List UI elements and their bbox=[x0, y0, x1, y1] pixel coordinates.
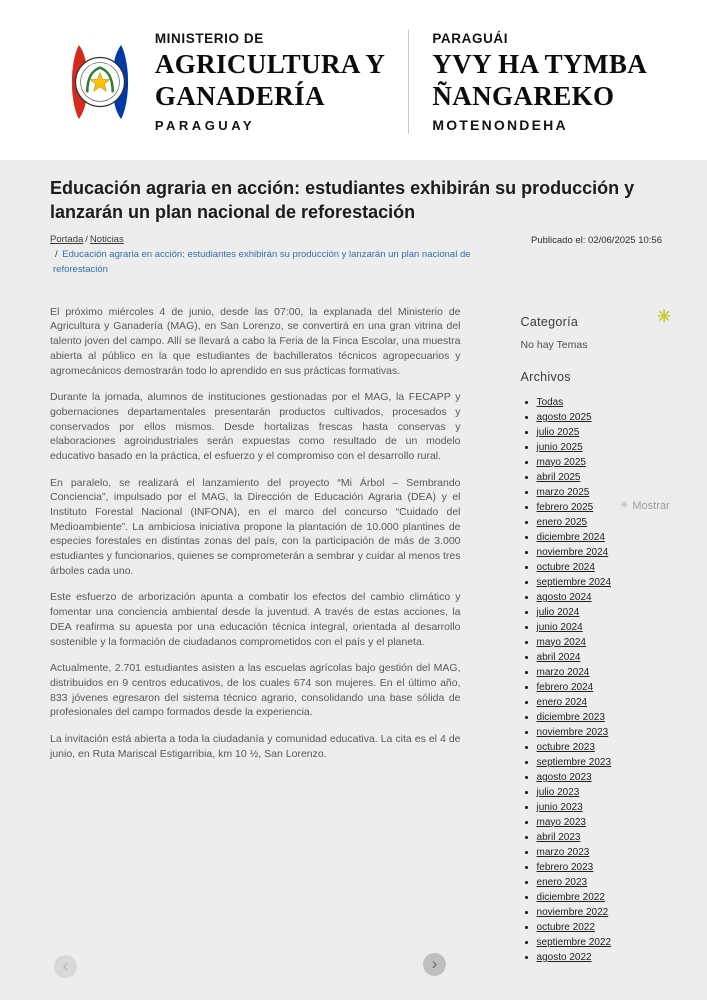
archive-item bbox=[537, 830, 662, 845]
brand-right-line1: YVY HA TYMBA bbox=[432, 48, 648, 79]
archive-link[interactable]: febrero 2024 bbox=[536, 681, 594, 693]
archive-link[interactable]: diciembre 2022 bbox=[536, 891, 605, 903]
brand-divider bbox=[408, 30, 409, 134]
archive-item bbox=[537, 440, 662, 455]
mostrar-label: Mostrar bbox=[632, 500, 670, 512]
archive-item bbox=[537, 695, 662, 710]
archives-list bbox=[521, 395, 662, 965]
breadcrumb-row-1 bbox=[50, 233, 482, 248]
archive-link[interactable]: septiembre 2024 bbox=[536, 576, 612, 588]
archive-item bbox=[537, 590, 662, 605]
archive-link[interactable]: marzo 2025 bbox=[536, 486, 590, 498]
archive-link[interactable]: enero 2023 bbox=[536, 876, 588, 888]
archive-item bbox=[537, 545, 662, 560]
article-paragraph: Este esfuerzo de arborización apunta a combatir los efectos del cambio climático y fomentar una conciencia ambiental desde la juventud. A través de estas acciones, la DEA reafirma su apuesta por una educación técnica integral, orientada al desarrollo sostenible y la formación de ciudadanos comprometidos con el país y el planeta. bbox=[50, 591, 461, 648]
archive-link[interactable]: septiembre 2023 bbox=[536, 756, 612, 768]
archive-link[interactable]: agosto 2022 bbox=[536, 951, 592, 963]
archive-item bbox=[537, 905, 662, 920]
archive-link[interactable]: agosto 2024 bbox=[536, 591, 592, 603]
archive-item bbox=[537, 770, 662, 785]
archive-link[interactable]: mayo 2024 bbox=[536, 636, 586, 648]
archive-item bbox=[537, 935, 662, 950]
archive-link[interactable]: mayo 2023 bbox=[536, 816, 586, 828]
archive-item bbox=[537, 470, 662, 485]
archive-item bbox=[537, 800, 662, 815]
columns bbox=[50, 305, 662, 965]
chevron-left-icon: ‹ bbox=[62, 956, 69, 975]
article-paragraph: En paralelo, se realizará el lanzamiento del proyecto “Mi Árbol – Sembrando Conciencia”, impulsado por el MAG, la Dirección de Educación Agraria (DEA) y el Instituto Forestal Nacional (INFONA), en el marco del concurso “Cuidado del Medioambiente”. La ambiciosa iniciativa propone la plantación de 10.000 plantines de especies forestales en distintas zonas del país, con la participación de más de 3.000 estudiantes y funcionarios, quienes se comprometerán a sembrar y cuidar al menos tres árboles cada uno. bbox=[50, 476, 461, 577]
archive-item bbox=[537, 530, 662, 545]
archive-item bbox=[537, 605, 662, 620]
sidebar-archives-title: Archivos bbox=[520, 369, 571, 384]
archive-item bbox=[537, 410, 662, 425]
meta-row bbox=[50, 233, 662, 278]
archive-item bbox=[537, 575, 662, 590]
archive-link[interactable]: agosto 2023 bbox=[536, 771, 592, 783]
article-paragraph: El próximo miércoles 4 de junio, desde las 07:00, la explanada del Ministerio de Agricultura y Ganadería (MAG), en San Lorenzo, se convertirá en una gran vitrina del talento joven del campo. Allí se llevará a cabo la Feria de la Finca Escolar, una muestra abierta al público en la que estudiantes de bachilleratos técnicos agropecuarios y agromecánicos demostrarán todo lo aprendido en sus prácticas formativas. bbox=[50, 305, 461, 377]
archive-item bbox=[537, 620, 662, 635]
archive-link[interactable]: junio 2023 bbox=[536, 801, 583, 813]
archive-link[interactable]: mayo 2025 bbox=[536, 456, 586, 468]
archive-item bbox=[537, 710, 662, 725]
sidebar-category-title: Categoría bbox=[520, 314, 579, 329]
published-date: Publicado el: 02/06/2025 10:56 bbox=[531, 234, 662, 246]
breadcrumb-separator: / bbox=[85, 233, 88, 245]
archive-item bbox=[537, 665, 662, 680]
article-paragraph: La invitación está abierta a toda la ciudadanía y comunidad educativa. La cita es el 4 de junio, en Ruta Mariscal Estigarribia, km 10 ½, San Lorenzo. bbox=[50, 732, 461, 760]
archive-item bbox=[537, 635, 662, 650]
archive-link[interactable]: julio 2023 bbox=[536, 786, 580, 798]
sparkle-icon: ✳ bbox=[620, 500, 629, 511]
archive-link[interactable]: octubre 2023 bbox=[536, 741, 595, 753]
archive-item bbox=[537, 515, 662, 530]
brand-text-guarani bbox=[432, 31, 647, 133]
breadcrumb bbox=[50, 233, 482, 278]
carousel-next-button[interactable] bbox=[423, 953, 446, 976]
archive-link[interactable]: diciembre 2024 bbox=[536, 531, 605, 543]
breadcrumb-separator: / bbox=[55, 249, 58, 261]
archive-link[interactable]: enero 2024 bbox=[536, 696, 588, 708]
archive-link[interactable]: septiembre 2022 bbox=[536, 936, 612, 948]
archive-item bbox=[537, 815, 662, 830]
archive-item bbox=[537, 395, 662, 410]
archive-link[interactable]: noviembre 2023 bbox=[536, 726, 609, 738]
breadcrumb-section-link[interactable]: Noticias bbox=[89, 233, 124, 245]
archive-item bbox=[537, 920, 662, 935]
archive-item bbox=[537, 890, 662, 905]
ministry-brand bbox=[60, 30, 647, 134]
archive-link[interactable]: abril 2025 bbox=[536, 471, 581, 483]
archive-link[interactable]: octubre 2022 bbox=[536, 921, 595, 933]
brand-left-line1: AGRICULTURA Y bbox=[154, 49, 386, 80]
archive-link[interactable]: junio 2024 bbox=[536, 621, 583, 633]
chevron-right-icon: › bbox=[431, 954, 438, 973]
breadcrumb-current-link[interactable]: Educación agraria en acción: estudiantes exhibirán su producción y lanzarán un plan nacional de reforestación bbox=[53, 249, 471, 276]
mostrar-tooltip-button[interactable] bbox=[615, 498, 675, 514]
archive-link[interactable]: noviembre 2022 bbox=[536, 906, 609, 918]
archive-link[interactable]: enero 2025 bbox=[536, 516, 588, 528]
archive-link[interactable]: febrero 2023 bbox=[536, 861, 594, 873]
breadcrumb-home-link[interactable]: Portada bbox=[50, 233, 84, 245]
article-paragraph: Actualmente, 2.701 estudiantes asisten a las escuelas agrícolas bajo gestión del MAG, distribuidos en 9 centros educativos, de los cuales 674 son mujeres. En el último año, 833 jóvenes egresaron del sistema técnico agrario, consolidando una base sólida de profesionales del campo formados desde la experiencia. bbox=[50, 662, 461, 719]
brand-left-line2: GANADERÍA bbox=[154, 81, 325, 111]
archive-link[interactable]: junio 2025 bbox=[536, 441, 583, 453]
archive-link[interactable]: febrero 2025 bbox=[536, 501, 594, 513]
archive-item bbox=[537, 650, 662, 665]
archive-item bbox=[537, 740, 662, 755]
site-header bbox=[0, 0, 707, 160]
breadcrumb-row-2 bbox=[50, 248, 482, 277]
archive-item bbox=[537, 680, 662, 695]
archive-link[interactable]: abril 2023 bbox=[536, 831, 581, 843]
archive-link[interactable]: agosto 2025 bbox=[536, 411, 592, 423]
archive-item bbox=[537, 560, 662, 575]
archive-link[interactable]: marzo 2024 bbox=[536, 666, 590, 678]
archive-link[interactable]: Todas bbox=[536, 396, 564, 408]
brand-left-bottom: PARAGUAY bbox=[154, 117, 256, 133]
archive-link[interactable]: octubre 2024 bbox=[536, 561, 595, 573]
brand-right-bottom: MOTENONDEHA bbox=[432, 117, 568, 134]
brand-right-line2: ÑANGAREKO bbox=[432, 80, 615, 111]
archive-link[interactable]: abril 2024 bbox=[536, 651, 581, 663]
archive-item bbox=[537, 425, 662, 440]
accessibility-widget-icon[interactable]: ✳ bbox=[657, 307, 672, 326]
sidebar-category-empty: No hay Temas bbox=[520, 338, 588, 351]
carousel-prev-button[interactable] bbox=[54, 955, 77, 978]
paraguay-coat-of-arms-icon bbox=[62, 35, 138, 129]
page-title: Educación agraria en acción: estudiantes exhibirán su producción y lanzarán un plan nacional de reforestación bbox=[50, 178, 635, 223]
archive-item bbox=[537, 455, 662, 470]
archive-item bbox=[537, 875, 662, 890]
sidebar bbox=[521, 305, 662, 965]
article-body bbox=[50, 305, 461, 965]
article-paragraph: Durante la jornada, alumnos de instituciones gestionadas por el MAG, la FECAPP y gobernaciones departamentales presentarán productos cultivados, procesados y conservados por ellos mismos. Desde hortalizas frescas hasta conservas y elaboraciones agroindustriales serán expuestas como resultado de un modelo educativo basado en la práctica, el esfuerzo y el compromiso con el desarrollo rural. bbox=[50, 391, 461, 462]
archive-link[interactable]: julio 2025 bbox=[536, 426, 580, 438]
archive-item bbox=[537, 950, 662, 965]
brand-left-top: MINISTERIO DE bbox=[154, 31, 264, 47]
brand-right-top: PARAGUÁI bbox=[432, 30, 509, 46]
archive-item bbox=[537, 755, 662, 770]
main-content bbox=[0, 160, 707, 965]
brand-text-spanish bbox=[155, 31, 386, 132]
ministry-logo bbox=[60, 33, 140, 131]
archive-link[interactable]: diciembre 2023 bbox=[536, 711, 605, 723]
archive-item bbox=[537, 785, 662, 800]
archive-item bbox=[537, 725, 662, 740]
archive-item bbox=[537, 860, 662, 875]
archive-item bbox=[537, 845, 662, 860]
archive-link[interactable]: julio 2024 bbox=[536, 606, 580, 618]
archive-link[interactable]: marzo 2023 bbox=[536, 846, 590, 858]
archive-link[interactable]: noviembre 2024 bbox=[536, 546, 609, 558]
